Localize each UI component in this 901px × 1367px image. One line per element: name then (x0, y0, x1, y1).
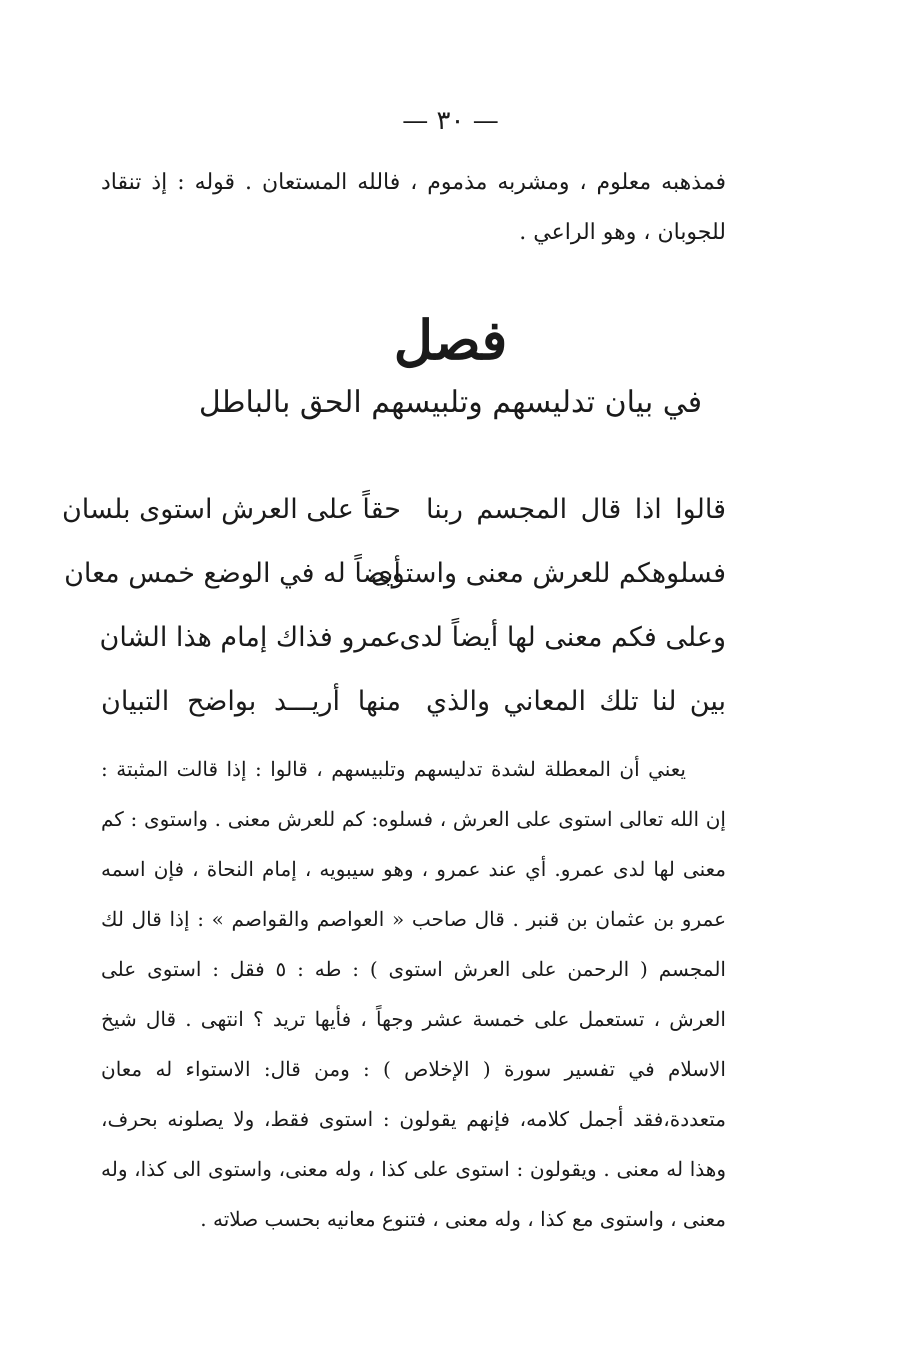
poem (61, 478, 726, 734)
verse-first-hemistich: فسلوهكم للعرش معنى واستوى (370, 558, 726, 589)
verse-first-hemistich: بين لنا تلك المعاني والذي (426, 686, 726, 717)
intro-paragraph: فمذهبه معلوم ، ومشربه مذموم ، فالله المستعان . قوله : إذ تنقاد للجوبان ، وهو الراعي . (101, 170, 726, 245)
poem-verse (61, 478, 726, 542)
page-number: — ٣٠ — (402, 106, 499, 136)
section-subtitle: في بيان تدليسهم وتلبيسهم الحق بالباطل (198, 385, 703, 420)
verse-second-hemistich: عمرو فذاك إمام هذا الشان (99, 622, 401, 653)
poem-verse (64, 542, 726, 606)
commentary (101, 744, 726, 1244)
verse-second-hemistich: منها أريـــد بواضح التبيان (101, 686, 401, 717)
commentary-paragraph: يعني أن المعطلة لشدة تدليسهم وتلبيسهم ، قالوا : إذا قالت المثبتة : إن الله تعالى استوى على العرش ، فسلوه: كم للعرش معنى . واستوى : كم معنى لها لدى عمرو. أي عند عمرو ، وهو سيبويه ، إمام النحاة ، فإن اسمه عمرو بن عثمان بن قنبر . قال صاحب « العواصم والقواصم » : إذا قال لك المجسم ( الرحمن على العرش استوى ) : طه : ٥ فقل : استوى على العرش ، تستعمل على خمسة عشر وجهاً ، فأيها تريد ؟ انتهى . قال شيخ الاسلام في تفسير سورة ( الإخلاص ) : ومن قال: الاستواء له معان متعددة،فقد أجمل كلامه، فإنهم يقولون : استوى فقط، ولا يصلونه بحرف، وهذا له معنى . ويقولون : استوى على كذا ، وله معنى، واستوى الى كذا، وله معنى ، واستوى مع كذا ، وله معنى ، فتنوع معانيه بحسب صلاته . (101, 757, 726, 1231)
section-title: فصل (393, 308, 508, 372)
poem-verse (101, 606, 726, 670)
poem-verse (101, 670, 726, 734)
verse-second-hemistich: حقاً على العرش استوى بلسان (61, 494, 401, 525)
verse-first-hemistich: قالوا اذا قال المجسم ربنا (426, 494, 726, 525)
verse-second-hemistich: أيضاً له في الوضع خمس معان (64, 558, 401, 589)
verse-first-hemistich: وعلى فكم معنى لها أيضاً لدى (399, 622, 726, 653)
